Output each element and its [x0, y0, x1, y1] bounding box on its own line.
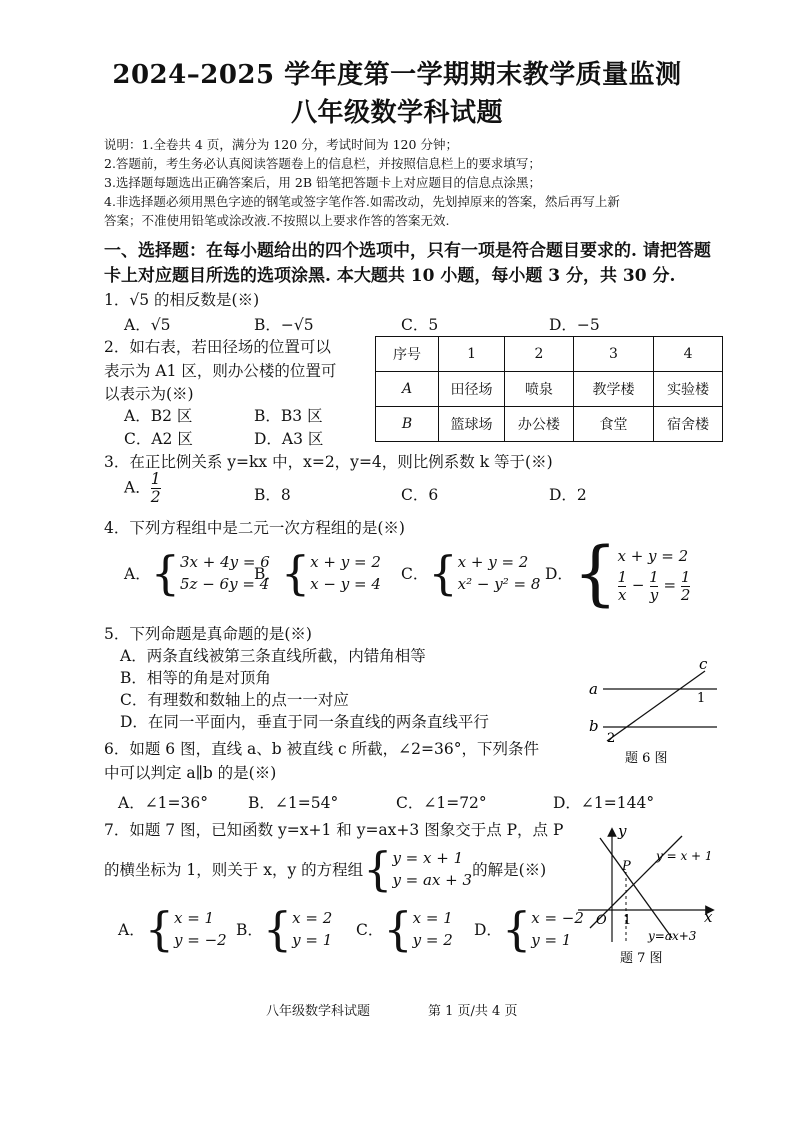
equation [617, 567, 691, 604]
table-cell: 办公楼 [505, 407, 574, 442]
q7-line1: 7．如题 7 图，已知函数 y=x+1 和 y=ax+3 图象交于点 P，点 P [104, 821, 564, 839]
q4-stem: 4．下列方程组中是二元一次方程组的是(※) [104, 519, 405, 537]
q1-stem: 1．√5 的相反数是(※) [104, 291, 260, 309]
q3-option-c: C．6 [401, 486, 439, 504]
line-1-label: y = x + 1 [656, 849, 713, 863]
fraction [681, 569, 691, 604]
footer-left: 八年级数学科试题 [266, 1004, 371, 1019]
table-row [376, 372, 723, 407]
q4-option-a [124, 546, 270, 600]
q6-line2: 中可以判定 a∥b 的是(※) [104, 764, 277, 782]
note-line: 2.答题前，考生务必认真阅读答题卷上的信息栏，并按照信息栏上的要求填写； [104, 156, 541, 171]
q4-option-d [545, 532, 691, 614]
equation: x² − y² = 8 [457, 575, 541, 593]
equation: x − y = 4 [310, 575, 381, 593]
q6-option-d: D．∠1=144° [553, 794, 655, 812]
q3-option-a-label: A． [124, 478, 151, 497]
q5-option-a: A．两条直线被第三条直线所截，内错角相等 [120, 647, 426, 665]
brace-symbol: { [383, 902, 413, 956]
angle-2-label: 2 [607, 731, 616, 746]
q1-option-c: C．5 [401, 316, 439, 334]
table-cell: 宿舍楼 [654, 407, 723, 442]
q7-line2-tail: 的解是(※) [472, 861, 547, 879]
label-a: a [589, 680, 598, 698]
origin-label: O [596, 913, 607, 928]
q1-option-d: D．−5 [549, 316, 600, 334]
q2-option-c: C．A2 区 [124, 430, 193, 448]
table-cell: 1 [439, 337, 505, 372]
table-cell: 篮球场 [439, 407, 505, 442]
table-cell: 4 [654, 337, 723, 372]
q7-line2-text: 的横坐标为 1，则关于 x，y 的方程组 [104, 861, 364, 879]
q7-option-d-label: D． [474, 921, 502, 939]
note-line: 4.非选择题必须用黑色字迹的钢笔或签字笔作答.如需改动，先划掉原来的答案，然后再写上新 [104, 194, 620, 209]
q4-option-c [401, 546, 541, 600]
location-table [375, 336, 723, 442]
q5-option-b: B．相等的角是对顶角 [120, 669, 271, 687]
section-heading-line1: 一、选择题：在每小题给出的四个选项中，只有一项是符合题目要求的. 请把答题 [104, 241, 711, 261]
equation-system [413, 907, 453, 951]
note-line: 说明：1.全卷共 4 页，满分为 120 分，考试时间为 120 分钟； [104, 137, 458, 152]
fraction [617, 569, 627, 604]
label-c: c [699, 655, 708, 673]
q4-option-a-label: A． [124, 565, 151, 583]
line-2-label: y=ax+3 [648, 929, 697, 943]
equation: 5z − 6y = 4 [179, 575, 270, 593]
equation: x + y = 2 [310, 553, 381, 571]
figure-6-caption: 题 6 图 [625, 751, 668, 766]
q7-line2 [104, 842, 547, 896]
label-b: b [589, 717, 599, 735]
brace-symbol: { [150, 546, 180, 600]
equation: x = 2 [292, 909, 333, 927]
fraction [151, 471, 161, 506]
q1-option-a: A．√5 [124, 316, 171, 334]
q3-option-a [124, 471, 161, 506]
table-row [376, 337, 723, 372]
brace-symbol: { [363, 842, 393, 896]
equation-system [392, 847, 472, 891]
numerator: 1 [150, 470, 161, 488]
q3-stem: 3．在正比例关系 y=kx 中，x=2，y=4，则比例系数 k 等于(※) [104, 453, 553, 471]
q4-option-c-label: C． [401, 565, 429, 583]
q6-option-a: A．∠1=36° [118, 794, 209, 812]
q5-stem: 5．下列命题是真命题的是(※) [104, 625, 312, 643]
q7-option-d [474, 902, 584, 956]
equation-system [458, 551, 541, 595]
q7-option-b-label: B． [236, 921, 263, 939]
equation-system [292, 907, 332, 951]
section-heading-line2: 卡上对应题目所选的选项涂黑. 本大题共 10 小题，每小题 3 分，共 30 分. [104, 266, 676, 286]
brace-symbol: { [501, 902, 532, 956]
table-cell: 喷泉 [505, 372, 574, 407]
table-cell: A [376, 372, 439, 407]
fraction [649, 569, 659, 604]
equation-system [174, 907, 227, 951]
denominator: x [618, 585, 627, 604]
table-cell: B [376, 407, 439, 442]
equation: 3x + 4y = 6 [179, 553, 270, 571]
table-cell: 食堂 [573, 407, 653, 442]
equation: x + y = 2 [617, 546, 689, 565]
numerator: 1 [649, 567, 659, 586]
q7-option-c-label: C． [356, 921, 384, 939]
tick-1-label: 1 [623, 913, 632, 928]
equation: y = 2 [412, 931, 453, 949]
q4-option-d-label: D． [545, 565, 573, 583]
equation-system [310, 551, 381, 595]
y-axis-label: y [618, 824, 627, 840]
q7-option-c [356, 902, 453, 956]
q7-option-a [118, 902, 227, 956]
line-c [607, 671, 705, 741]
q2-option-b: B．B3 区 [254, 407, 323, 425]
brace-symbol: { [280, 546, 311, 600]
equation: x = 1 [173, 909, 215, 927]
equation: y = −2 [173, 931, 227, 949]
page-subtitle: 八年级数学科试题 [290, 98, 503, 128]
table-cell: 教学楼 [573, 372, 653, 407]
figure-6 [585, 655, 725, 770]
numerator: 1 [617, 567, 628, 586]
q2-line3: 以表示为(※) [104, 385, 194, 403]
brace-symbol: { [572, 532, 618, 614]
table-cell: 3 [573, 337, 653, 372]
q5-option-d: D．在同一平面内，垂直于同一条直线的两条直线平行 [120, 713, 489, 731]
denominator: 2 [150, 488, 161, 506]
q6-option-b: B．∠1=54° [248, 794, 339, 812]
brace-symbol: { [262, 902, 293, 956]
equation: y = 1 [531, 931, 572, 949]
note-line: 答案；不准使用铅笔或涂改液.不按照以上要求作答的答案无效. [104, 213, 450, 228]
q3-option-b: B．8 [254, 486, 291, 504]
point-p-label: P [622, 859, 631, 874]
equation: x + y = 2 [457, 553, 529, 571]
q7-option-a-label: A． [118, 921, 145, 939]
angle-1-label: 1 [697, 691, 706, 706]
page-title: 2024–2025 学年度第一学期期末教学质量监测 [112, 60, 682, 90]
notes-block [104, 135, 620, 230]
equation: y = ax + 3 [392, 871, 473, 889]
x-axis-label: x [704, 908, 713, 926]
table-cell: 2 [505, 337, 574, 372]
figure-7 [570, 824, 730, 969]
brace-symbol: { [144, 902, 174, 956]
q6-line1: 6．如题 6 图，直线 a、b 被直线 c 所截，∠2=36°，下列条件 [104, 740, 539, 758]
equation: x = 1 [412, 909, 453, 927]
equation: y = 1 [292, 931, 333, 949]
numerator: 1 [680, 567, 691, 586]
figure-7-caption: 题 7 图 [620, 951, 663, 966]
q6-option-c: C．∠1=72° [396, 794, 487, 812]
brace-symbol: { [428, 546, 458, 600]
q1-option-b: B．−√5 [254, 316, 314, 334]
equation: y = x + 1 [392, 849, 464, 867]
table-cell: 序号 [376, 337, 439, 372]
denominator: y [649, 585, 659, 604]
q2-option-d: D．A3 区 [254, 430, 324, 448]
table-cell: 实验楼 [654, 372, 723, 407]
q4-option-b [254, 546, 381, 600]
equation: x = −2 [531, 909, 584, 927]
equals-sign: = [663, 576, 677, 594]
q2-line2: 表示为 A1 区，则办公楼的位置可 [104, 362, 337, 380]
minus-sign: − [631, 576, 645, 594]
table-row [376, 407, 723, 442]
table-cell: 田径场 [439, 372, 505, 407]
note-line: 3.选择题每题选出正确答案后，用 2B 铅笔把答题卡上对应题目的信息点涂黑； [104, 175, 542, 190]
q4-option-b-label: B． [254, 565, 281, 583]
q2-line1: 2．如右表，若田径场的位置可以 [104, 338, 331, 356]
q2-option-a: A．B2 区 [124, 407, 193, 425]
denominator: 2 [680, 585, 691, 604]
q3-option-d: D．2 [549, 486, 587, 504]
q7-option-b [236, 902, 333, 956]
footer-page-number: 第 1 页/共 4 页 [428, 1004, 518, 1019]
equation-system [617, 543, 690, 604]
q5-option-c: C．有理数和数轴上的点一一对应 [120, 691, 349, 709]
